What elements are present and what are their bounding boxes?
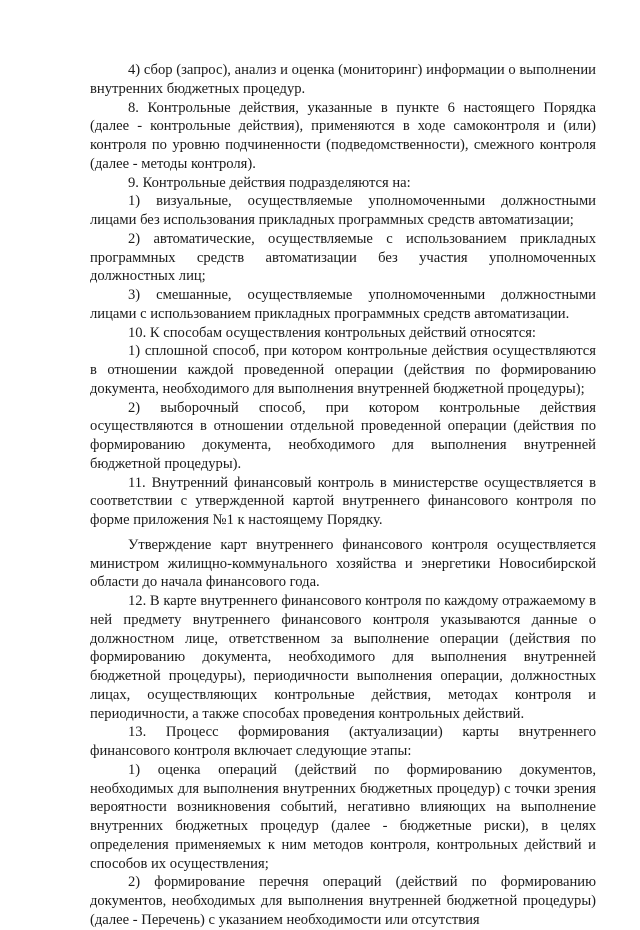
paragraph-9-item-1: 1) визуальные, осуществляемые уполномоченными должностными лицами без использования прикладных программных средств автоматизации; [90, 193, 596, 228]
paragraph-section-13: 13. Процесс формирования (актуализации) карты внутреннего финансового контроля включает следующие этапы: [90, 724, 596, 759]
paragraph-section-12: 12. В карте внутреннего финансового контроля по каждому отражаемому в ней предмету внутреннего финансового контроля указываются данные о должностном лице, ответственном за выполнение операции (действия по формированию документа, необходимого для выполнения внутренней бюджетной процедуры), периодичности выполнения операции, должностных лицах, осуществляющих контрольные действия, методах контроля и периодичности, а также способах проведения контрольных действий. [90, 593, 596, 722]
paragraph-13-item-1: 1) оценка операций (действий по формированию документов, необходимых для выполнения внутренних бюджетных процедур) с точки зрения вероятности возникновения событий, негативно влияющих на выполнение внутренних бюджетных процедур (далее - бюджетные риски), в целях определения применяемых к ним методов контроля, контрольных действий и способов их осуществления; [90, 761, 596, 872]
paragraph-approval: Утверждение карт внутреннего финансового контроля осуществляется министром жилищно-коммунального хозяйства и энергетики Новосибирской области до начала финансового года. [90, 536, 596, 591]
paragraph-item-4: 4) сбор (запрос), анализ и оценка (мониторинг) информации о выполнении внутренних бюджетных процедур. [90, 62, 596, 97]
paragraph-10-item-1: 1) сплошной способ, при котором контрольные действия осуществляются в отношении каждой проведенной операции (действия по формированию документа, необходимого для выполнения внутренней бюджетной процедуры); [90, 343, 596, 397]
paragraph-9-item-2: 2) автоматические, осуществляемые с использованием прикладных программных средств автоматизации без участия уполномоченных должностных лиц; [90, 230, 596, 285]
document-page [90, 61, 596, 930]
paragraph-section-9: 9. Контрольные действия подразделяются на: [128, 174, 411, 191]
paragraph-13-item-2: 2) формирование перечня операций (действий по формированию документов, необходимых для выполнения внутренней бюджетной процедуры) (далее - Перечень) с указанием необходимости или отсутствия [90, 874, 596, 928]
paragraph-section-11: 11. Внутренний финансовый контроль в министерстве осуществляется в соответствии с утвержденной картой внутреннего финансового контроля по форме приложения №1 к настоящему Порядку. [90, 474, 596, 528]
paragraph-section-10: 10. К способам осуществления контрольных действий относятся: [128, 324, 536, 341]
paragraph-9-item-3: 3) смешанные, осуществляемые уполномоченными должностными лицами с использованием прикладных программных средств автоматизации. [90, 287, 596, 322]
paragraph-10-item-2: 2) выборочный способ, при котором контрольные действия осуществляются в отношении отдельной проведенной операции (действия по формированию документа, необходимого для выполнения внутренней бюджетной процедуры). [90, 399, 596, 472]
paragraph-section-8: 8. Контрольные действия, указанные в пункте 6 настоящего Порядка (далее - контрольные действия), применяются в ходе самоконтроля и (или) контроля по уровню подчиненности (подведомственности), смежного контроля (далее - методы контроля). [90, 99, 596, 172]
